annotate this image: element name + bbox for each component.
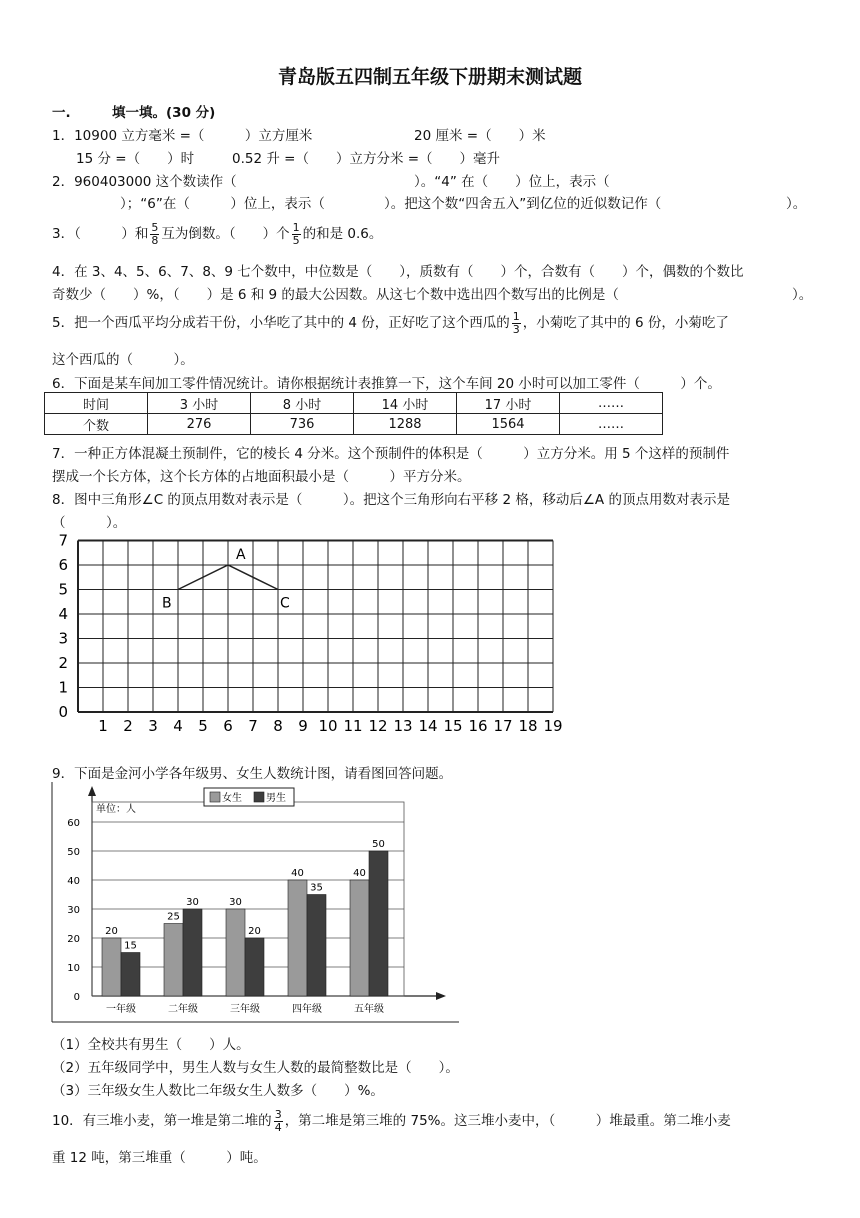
bar (102, 938, 121, 996)
q9-sub3: （3）三年级女生人数比二年级女生人数多（ ）%。 (52, 1083, 384, 1099)
q7-line2: 摆成一个长方体，这个长方体的占地面积最小是（ ）平方分米。 (52, 469, 471, 485)
table-cell: 时间 (45, 393, 148, 414)
q5-text-a: 5．把一个西瓜平均分成若干份，小华吃了其中的 4 份，正好吃了这个西瓜的 (52, 315, 510, 331)
x-axis-arrow (436, 992, 446, 1000)
data-label: 25 (167, 911, 180, 923)
bar (369, 851, 388, 996)
q9-text: 9．下面是金河小学各年级男、女生人数统计图，请看图回答问题。 (52, 766, 453, 782)
q1-line2a: 15 分 =（ ）时 (76, 151, 195, 167)
y-tick-label: 0 (73, 992, 80, 1003)
q9-sub2: （2）五年级同学中，男生人数与女生人数的最简整数比是（ ）。 (52, 1060, 459, 1076)
q4-line2b: ）。 (792, 287, 813, 303)
q5-text-b: ，小菊吃了其中的 6 份，小菊吃了 (522, 315, 729, 331)
point-label-b: B (162, 595, 172, 612)
table-cell: 1564 (457, 414, 560, 435)
x-tick-label: 7 (248, 717, 258, 735)
x-tick-label: 1 (98, 717, 108, 735)
data-label: 35 (310, 882, 323, 894)
x-tick-label: 17 (493, 717, 513, 735)
bar (245, 938, 264, 996)
y-tick-label: 4 (58, 605, 68, 623)
table-cell: 276 (148, 414, 251, 435)
q1-line1b: 20 厘米 =（ ）米 (414, 128, 546, 144)
table-row (45, 393, 663, 414)
q2-line2b: ）。把这个数“四舍五入”到亿位的近似数记作（ (384, 196, 662, 212)
y-tick-label: 0 (58, 703, 68, 721)
q3-text-b: 互为倒数。（ ）个 (161, 226, 290, 242)
table-cell: …… (560, 393, 663, 414)
section-title: 填一填。(30 分) (112, 105, 216, 121)
q10-line1 (52, 1106, 731, 1136)
y-tick-label: 50 (67, 847, 80, 858)
legend-label: 女生 (222, 793, 242, 804)
x-tick-label: 12 (368, 717, 388, 735)
point-label-c: C (280, 595, 290, 612)
x-tick-label: 11 (343, 717, 363, 735)
table-cell: 17 小时 (457, 393, 560, 414)
unit-label: 单位：人 (96, 804, 136, 815)
table-cell: 个数 (45, 414, 148, 435)
table-cell: …… (560, 414, 663, 435)
y-tick-label: 30 (67, 905, 80, 916)
y-tick-label: 7 (58, 531, 68, 550)
x-tick-label: 13 (393, 717, 413, 735)
point-label-a: A (236, 547, 246, 563)
x-tick-label: 5 (198, 717, 208, 735)
y-tick-label: 2 (58, 654, 68, 672)
q9-sub1: （1）全校共有男生（ ）人。 (52, 1037, 250, 1053)
y-tick-label: 60 (67, 818, 80, 829)
q3-text-a: 3．（ ）和 (52, 226, 149, 242)
q5-fraction: $\frac{1}{3}$ (512, 309, 520, 336)
q8-line2: （ ）。 (52, 515, 127, 531)
q3-line (52, 219, 382, 249)
x-tick-label: 15 (443, 717, 463, 735)
q4-line1: 4．在 3、4、5、6、7、8、9 七个数中，中位数是（ ），质数有（ ）个，合数有（ ）个，偶数的个数比 (52, 264, 744, 280)
y-tick-label: 20 (67, 934, 80, 945)
x-tick-label: 8 (273, 717, 283, 735)
table-cell: 1288 (354, 414, 457, 435)
y-tick-label: 10 (67, 963, 80, 974)
y-tick-label: 5 (58, 580, 68, 599)
data-label: 40 (291, 868, 304, 879)
x-tick-label: 10 (318, 717, 338, 735)
x-tick-label: 二年级 (168, 1004, 198, 1015)
x-tick-label: 四年级 (292, 1004, 322, 1015)
x-tick-label: 6 (223, 717, 233, 735)
q1-line2b: 0.52 升 =（ ）立方分米 =（ ）毫升 (232, 151, 501, 167)
table-cell: 736 (251, 414, 354, 435)
q10-line2: 重 12 吨，第三堆重（ ）吨。 (52, 1150, 267, 1166)
x-tick-label: 一年级 (106, 1004, 136, 1015)
q10-fraction: $\frac{3}{4}$ (274, 1107, 282, 1134)
table-cell: 3 小时 (148, 393, 251, 414)
q2-line2c: ）。 (786, 196, 807, 212)
data-label: 50 (372, 839, 385, 850)
q3-fraction-2: $\frac{1}{5}$ (292, 220, 300, 247)
x-tick-label: 五年级 (354, 1004, 384, 1015)
x-tick-label: 18 (518, 717, 538, 735)
q7-line1: 7．一种正方体混凝土预制件，它的棱长 4 分米。这个预制件的体积是（ ）立方分米。用 5 个这样的预制件 (52, 446, 730, 462)
q3-fraction-1: $\frac{5}{8}$ (151, 220, 159, 247)
legend-swatch (254, 792, 264, 802)
x-tick-label: 4 (173, 717, 183, 735)
q6-stat-table (44, 392, 663, 435)
q2-line2a: ）；“6”在（ ）位上，表示（ (120, 196, 325, 212)
bar (288, 880, 307, 996)
x-tick-label: 三年级 (230, 1004, 260, 1015)
x-tick-label: 14 (418, 717, 438, 735)
q8-line1: 8．图中三角形∠C 的顶点用数对表示是（ ）。把这个三角形向右平移 2 格，移动后∠A 的顶点用数对表示是 (52, 492, 730, 508)
q10-text-b: ，第二堆是第三堆的 75%。这三堆小麦中，（ ）堆最重。第二堆小麦 (284, 1113, 731, 1129)
bar (183, 909, 202, 996)
q2-line1b: ）。“4” 在（ ）位上，表示（ (414, 174, 610, 190)
table-cell: 8 小时 (251, 393, 354, 414)
table-cell: 14 小时 (354, 393, 457, 414)
q6-text: 6．下面是某车间加工零件情况统计。请你根据统计表推算一下，这个车间 20 小时可以加工零件（ ）个。 (52, 376, 721, 392)
y-tick-label: 3 (58, 629, 68, 648)
legend-swatch (210, 792, 220, 802)
data-label: 30 (186, 897, 199, 908)
q5-line2: 这个西瓜的（ ）。 (52, 352, 194, 368)
q5-line1 (52, 308, 729, 338)
y-tick-label: 40 (67, 876, 80, 887)
bar (350, 880, 369, 996)
x-tick-label: 2 (123, 717, 133, 735)
data-label: 30 (229, 897, 242, 908)
y-tick-label: 1 (58, 678, 68, 697)
x-tick-label: 9 (298, 717, 308, 735)
x-tick-label: 3 (148, 717, 158, 735)
bar (121, 953, 140, 997)
data-label: 20 (105, 926, 118, 937)
q10-text-a: 10．有三堆小麦，第一堆是第二堆的 (52, 1113, 272, 1129)
data-label: 15 (124, 940, 137, 952)
page-title: 青岛版五四制五年级下册期末测试题 (277, 66, 582, 88)
x-tick-label: 19 (543, 717, 563, 735)
legend-label: 男生 (266, 793, 286, 804)
q2-line1a: 2．960403000 这个数读作（ (52, 174, 237, 190)
bar (164, 924, 183, 997)
data-label: 20 (248, 926, 261, 937)
coordinate-grid (50, 530, 570, 740)
table-row (45, 414, 663, 435)
y-tick-label: 6 (58, 556, 68, 574)
y-axis-arrow (88, 786, 96, 796)
bar-chart (44, 782, 464, 1028)
bar (226, 909, 245, 996)
bar (307, 895, 326, 997)
q1-line1a: 1．10900 立方毫米 =（ ）立方厘米 (52, 128, 313, 144)
x-tick-label: 16 (468, 717, 488, 735)
data-label: 40 (353, 868, 366, 879)
q4-line2a: 奇数少（ ）%，（ ）是 6 和 9 的最大公因数。从这七个数中选出四个数写出的比例是（ (52, 287, 619, 303)
q3-text-c: 的和是 0.6。 (302, 226, 383, 242)
section-number: 一. (52, 105, 71, 121)
